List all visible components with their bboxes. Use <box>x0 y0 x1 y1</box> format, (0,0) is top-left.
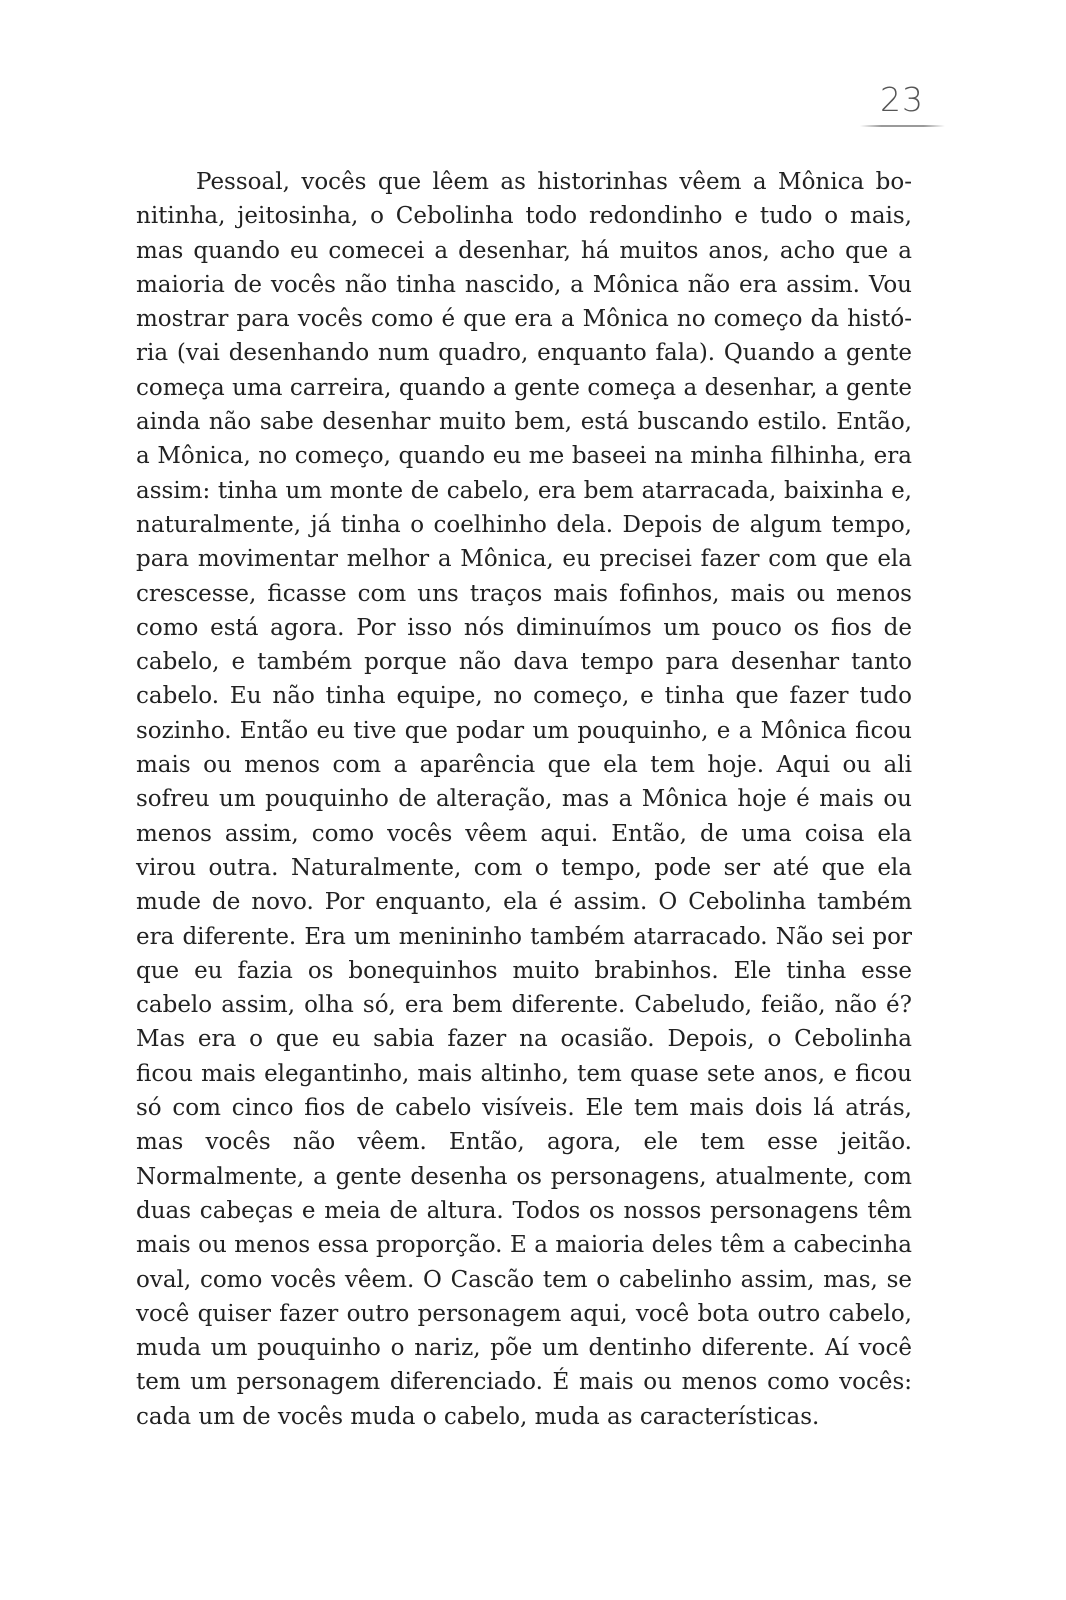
body-paragraph: Pessoal, vocês que lêem as historinhas vêem a Mônica bonitinha, jeitosinha, o Cebolinha todo redondinho e tudo o mais, mas quando eu comecei a desenhar, há muitos anos, acho que a maioria de vocês não tinha nascido, a Mônica não era assim. Vou mostrar para vocês como é que era a Mônica no começo da história (vai desenhando num quadro, enquanto fala). Quando a gente começa uma carreira, quando a gente começa a desenhar, a gente ainda não sabe desenhar muito bem, está buscando estilo. Então, a Mônica, no começo, quando eu me baseei na minha filhinha, era assim: tinha um monte de cabelo, era bem atarracada, baixinha e, naturalmente, já tinha o coelhinho dela. Depois de algum tempo, para movimentar melhor a Mônica, eu precisei fazer com que ela crescesse, ficasse com uns traços mais fofinhos, mais ou menos como está agora. Por isso nós diminuímos um pouco os fios de cabelo, e também porque não dava tempo para desenhar tanto cabelo. Eu não tinha equipe, no começo, e tinha que fazer tudo sozinho. Então eu tive que podar um pouquinho, e a Mônica ficou mais ou menos com a aparência que ela tem hoje. Aqui ou ali sofreu um pouquinho de alteração, mas a Mônica hoje é mais ou menos assim, como vocês vêem aqui. Então, de uma coisa ela virou outra. Naturalmente, com o tempo, pode ser até que ela mude de novo. Por enquanto, ela é assim. O Cebolinha também era diferente. Era um menininho também atarracado. Não sei por que eu fazia os bonequinhos muito brabinhos. Ele tinha esse cabelo assim, olha só, era bem diferente. Cabeludo, feião, não é? Mas era o que eu sabia fazer na ocasião. Depois, o Cebolinha ficou mais elegantinho, mais altinho, tem quase sete anos, e ficou só com cinco fios de cabelo visíveis. Ele tem mais dois lá atrás, mas vocês não vêem. Então, agora, ele tem esse jeitão. Normalmente, a gente desenha os personagens, atualmente, com duas cabeças e meia de altura. Todos os nossos personagens têm mais ou menos essa proporção. E a maioria deles têm a cabecinha oval, como vocês vêem. O Cascão tem o cabelinho assim, mas, se você quiser fazer outro personagem aqui, você bota outro cabelo, muda um pouquinho o nariz, põe um dentinho diferente. Aí você tem um personagem diferenciado. É mais ou menos como vocês: cada um de vocês muda o cabelo, muda as características. <box>136 169 912 1430</box>
page-number-rule <box>860 125 945 127</box>
page-number: 23 <box>880 80 924 119</box>
